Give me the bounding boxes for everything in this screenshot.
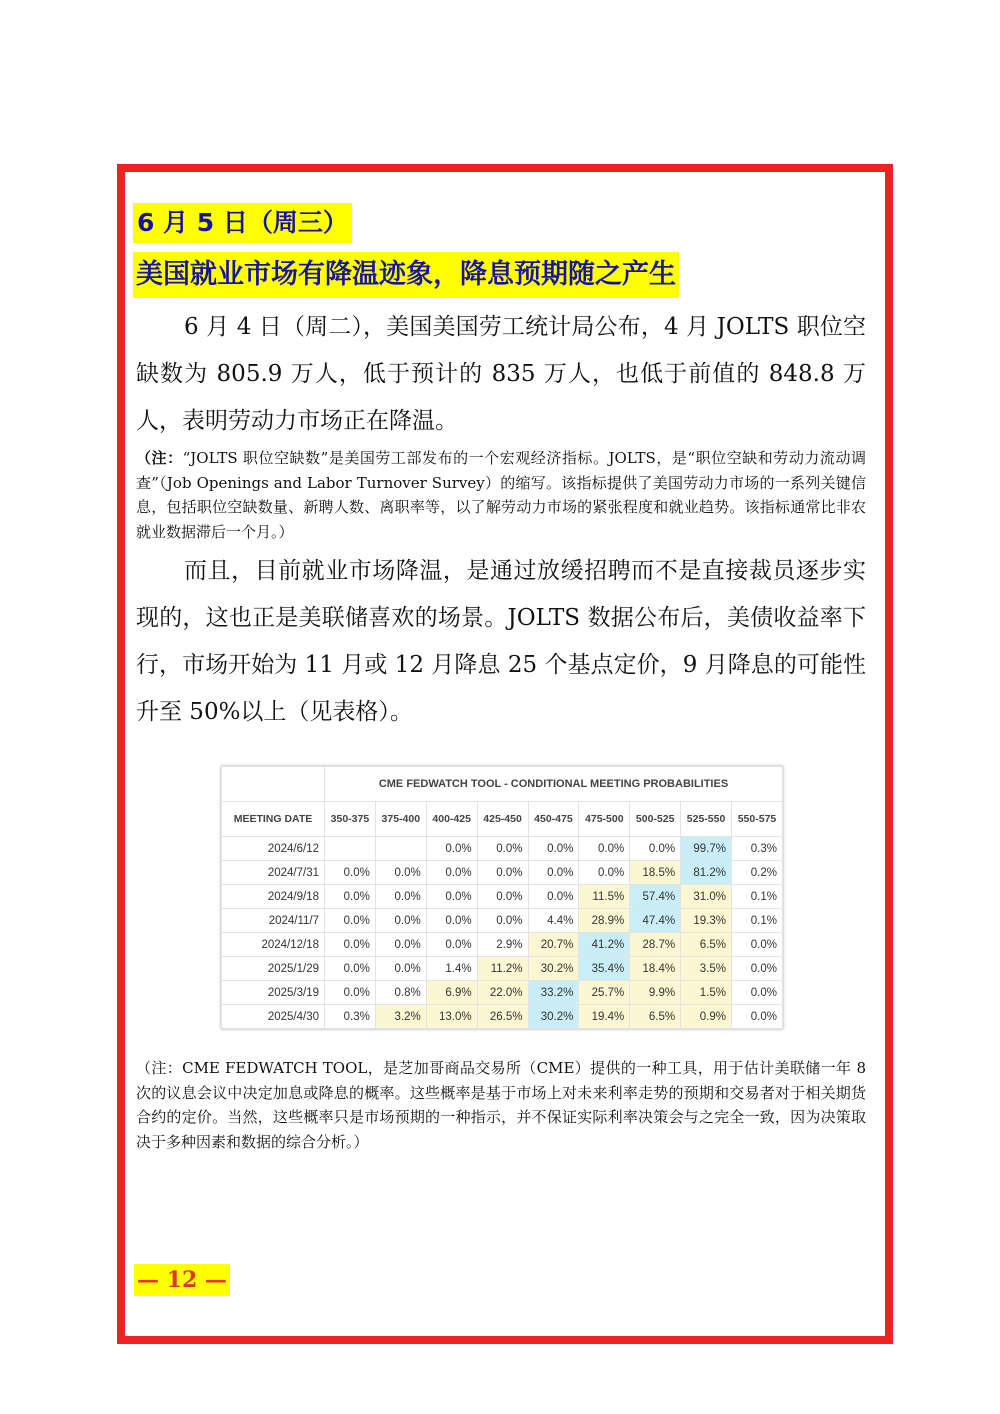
meeting-date-cell: 2024/6/12: [222, 837, 325, 861]
probability-cell: 19.3%: [681, 909, 732, 933]
probability-cell: 0.1%: [732, 909, 783, 933]
probability-cell: 0.0%: [579, 837, 630, 861]
probability-cell: 0.0%: [477, 861, 528, 885]
probability-cell: 0.0%: [426, 909, 477, 933]
probability-cell: 0.0%: [732, 957, 783, 981]
table-row: [222, 909, 783, 933]
paragraph-market: 而且，目前就业市场降温，是通过放缓招聘而不是直接裁员逐步实现的，这也正是美联储喜欢的场景。JOLTS 数据公布后，美债收益率下行，市场开始为 11 月或 12 月降息 25 个基点定价，9 月降息的可能性升至 50%以上（见表格）。: [136, 558, 866, 725]
meeting-date-cell: 2024/7/31: [222, 861, 325, 885]
probability-cell: 99.7%: [681, 837, 732, 861]
probability-cell: 11.5%: [579, 885, 630, 909]
probability-cell: 6.5%: [630, 1005, 681, 1029]
rate-column-header: 475-500: [579, 802, 630, 837]
table-row: [222, 1005, 783, 1029]
probability-cell: 25.7%: [579, 981, 630, 1005]
probability-cell: 0.0%: [732, 981, 783, 1005]
table-corner: [222, 767, 325, 802]
article-headline: 美国就业市场有降温迹象，降息预期随之产生: [133, 252, 679, 298]
probability-cell: 0.0%: [528, 837, 579, 861]
probability-cell: 0.0%: [579, 861, 630, 885]
probability-cell: [325, 837, 376, 861]
note-jolts: [136, 446, 866, 544]
probability-cell: 6.5%: [681, 933, 732, 957]
probability-cell: 0.0%: [325, 981, 376, 1005]
rate-column-header: 550-575: [732, 802, 783, 837]
meeting-date-cell: 2024/9/18: [222, 885, 325, 909]
meeting-date-header: MEETING DATE: [222, 802, 325, 837]
probability-cell: 35.4%: [579, 957, 630, 981]
meeting-date-cell: 2025/1/29: [222, 957, 325, 981]
probability-cell: 0.3%: [325, 1005, 376, 1029]
table-row: [222, 933, 783, 957]
probability-cell: [375, 837, 426, 861]
probability-cell: 30.2%: [528, 1005, 579, 1029]
probability-cell: 31.0%: [681, 885, 732, 909]
rate-column-header: 450-475: [528, 802, 579, 837]
probability-cell: 0.0%: [426, 933, 477, 957]
table-row: [222, 861, 783, 885]
table-row: [222, 957, 783, 981]
probability-cell: 1.5%: [681, 981, 732, 1005]
probability-cell: 0.0%: [375, 933, 426, 957]
probability-cell: 3.5%: [681, 957, 732, 981]
probability-cell: 0.0%: [325, 957, 376, 981]
probability-cell: 0.0%: [375, 885, 426, 909]
probability-cell: 20.7%: [528, 933, 579, 957]
probability-cell: 0.0%: [732, 1005, 783, 1029]
rate-column-header: 400-425: [426, 802, 477, 837]
date-heading: 6 月 5 日（周三）: [133, 203, 352, 243]
probability-cell: 28.7%: [630, 933, 681, 957]
rate-column-header: 350-375: [325, 802, 376, 837]
table-row: [222, 981, 783, 1005]
probability-cell: 18.5%: [630, 861, 681, 885]
probability-cell: 9.9%: [630, 981, 681, 1005]
probability-cell: 0.0%: [375, 957, 426, 981]
probability-cell: 0.0%: [375, 909, 426, 933]
probability-cell: 22.0%: [477, 981, 528, 1005]
probability-cell: 0.0%: [375, 861, 426, 885]
probability-cell: 6.9%: [426, 981, 477, 1005]
fedwatch-table: [221, 766, 783, 1029]
note-label: （注：: [136, 449, 183, 467]
meeting-date-cell: 2024/11/7: [222, 909, 325, 933]
probability-cell: 18.4%: [630, 957, 681, 981]
rate-column-header: 425-450: [477, 802, 528, 837]
probability-cell: 0.0%: [426, 837, 477, 861]
rate-column-header: 525-550: [681, 802, 732, 837]
probability-cell: 1.4%: [426, 957, 477, 981]
probability-cell: 0.9%: [681, 1005, 732, 1029]
probability-cell: 30.2%: [528, 957, 579, 981]
probability-cell: 11.2%: [477, 957, 528, 981]
probability-cell: 0.3%: [732, 837, 783, 861]
probability-cell: 0.0%: [426, 885, 477, 909]
note-label: （注：: [136, 1059, 183, 1077]
probability-cell: 0.2%: [732, 861, 783, 885]
probability-cell: 0.0%: [325, 861, 376, 885]
probability-cell: 0.0%: [325, 909, 376, 933]
meeting-date-cell: 2024/12/18: [222, 933, 325, 957]
probability-cell: 2.9%: [477, 933, 528, 957]
fedwatch-table-container: [221, 766, 783, 1029]
probability-cell: 13.0%: [426, 1005, 477, 1029]
probability-cell: 28.9%: [579, 909, 630, 933]
probability-cell: 0.0%: [732, 933, 783, 957]
note-text: “JOLTS 职位空缺数”是美国劳工部发布的一个宏观经济指标。JOLTS，是“职位空缺和劳动力流动调查”（Job Openings and Labor Turnover Survey）的缩写。该指标提供了美国劳动力市场的一系列关键信息，包括职位空缺数量、新聘人数、离职率等，以了解劳动力市场的紧张程度和就业趋势。该指标通常比非农就业数据滞后一个月。）: [136, 449, 866, 541]
probability-cell: 0.0%: [477, 885, 528, 909]
probability-cell: 57.4%: [630, 885, 681, 909]
rate-column-header: 500-525: [630, 802, 681, 837]
probability-cell: 0.0%: [325, 933, 376, 957]
probability-cell: 0.0%: [325, 885, 376, 909]
page-number: — 12 —: [134, 1264, 230, 1296]
rate-column-header: 375-400: [375, 802, 426, 837]
table-row: [222, 837, 783, 861]
probability-cell: 33.2%: [528, 981, 579, 1005]
probability-cell: 26.5%: [477, 1005, 528, 1029]
meeting-date-cell: 2025/4/30: [222, 1005, 325, 1029]
probability-cell: 0.0%: [477, 837, 528, 861]
probability-cell: 0.0%: [630, 837, 681, 861]
probability-cell: 0.8%: [375, 981, 426, 1005]
meeting-date-cell: 2025/3/19: [222, 981, 325, 1005]
probability-cell: 3.2%: [375, 1005, 426, 1029]
note-fedwatch: [136, 1056, 866, 1154]
probability-cell: 47.4%: [630, 909, 681, 933]
probability-cell: 0.0%: [426, 861, 477, 885]
probability-cell: 19.4%: [579, 1005, 630, 1029]
probability-cell: 41.2%: [579, 933, 630, 957]
probability-cell: 0.1%: [732, 885, 783, 909]
paragraph-jolts: 6 月 4 日（周二），美国美国劳工统计局公布，4 月 JOLTS 职位空缺数为 805.9 万人，低于预计的 835 万人，也低于前值的 848.8 万人，表明劳动力市场正在降温。: [136, 314, 866, 434]
table-row: [222, 885, 783, 909]
probability-cell: 0.0%: [528, 885, 579, 909]
note-text: CME FEDWATCH TOOL，是芝加哥商品交易所（CME）提供的一种工具，用于估计美联储一年 8 次的议息会议中决定加息或降息的概率。这些概率是基于市场上对未来利率走势的预期和交易者对于相关期货合约的定价。当然，这些概率只是市场预期的一种指示，并不保证实际利率决策会与之完全一致，因为决策取决于多种因素和数据的综合分析。）: [136, 1059, 866, 1151]
table-title: CME FEDWATCH TOOL - CONDITIONAL MEETING PROBABILITIES: [325, 767, 783, 802]
probability-cell: 0.0%: [528, 861, 579, 885]
probability-cell: 4.4%: [528, 909, 579, 933]
table-body: [222, 837, 783, 1029]
probability-cell: 0.0%: [477, 909, 528, 933]
probability-cell: 81.2%: [681, 861, 732, 885]
